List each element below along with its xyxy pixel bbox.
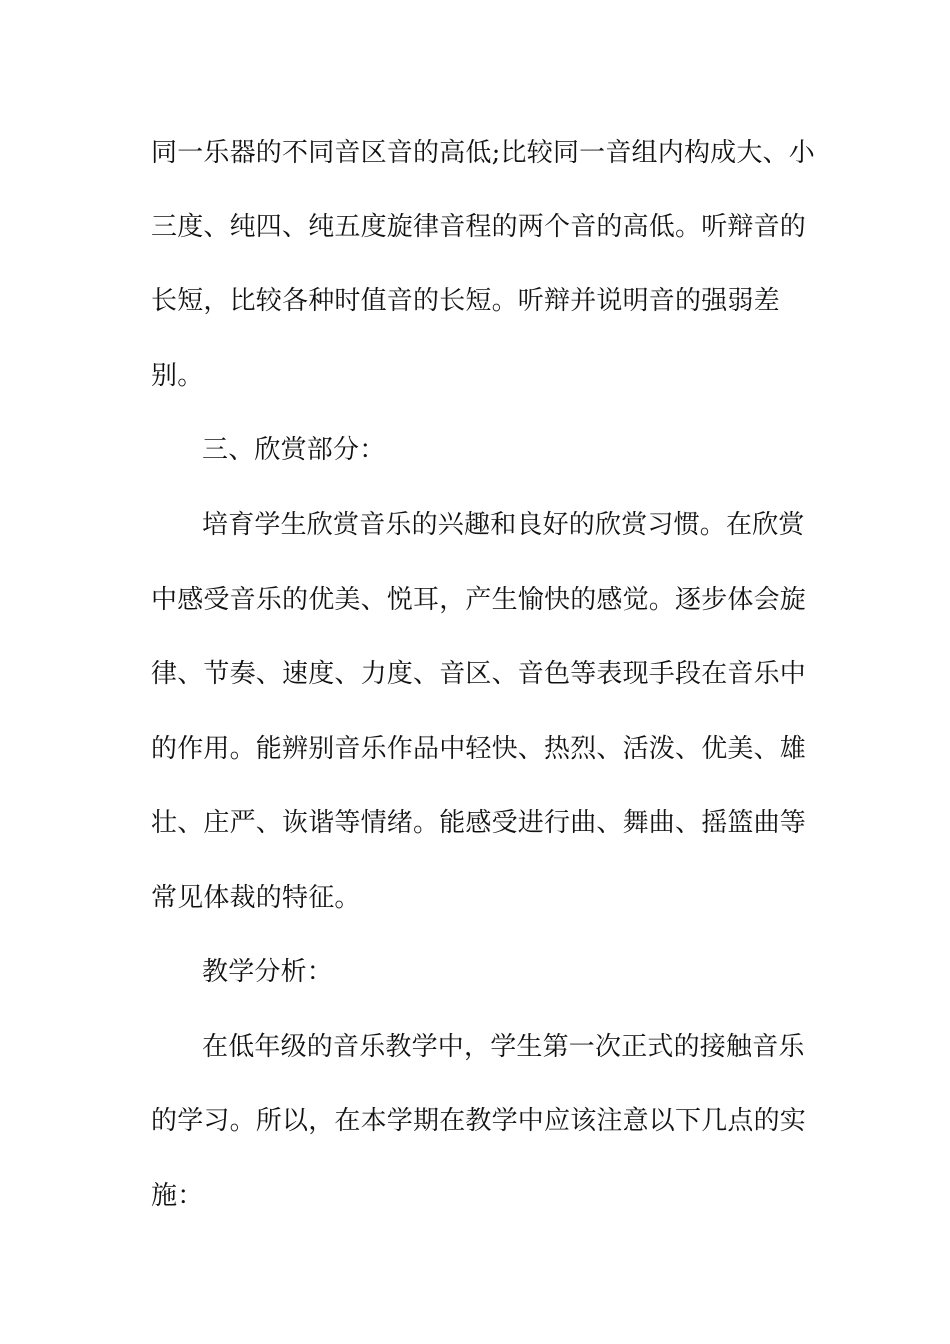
text-line: 中感受音乐的优美、悦耳，产生愉快的感觉。逐步体会旋	[151, 585, 807, 615]
text-line: 施：	[151, 1181, 204, 1211]
text-line: 的作用。能辨别音乐作品中轻快、热烈、活泼、优美、雄	[151, 734, 807, 764]
text-line: 壮、庄严、诙谐等情绪。能感受进行曲、舞曲、摇篮曲等	[151, 808, 807, 838]
text-line: 别。	[151, 361, 204, 391]
text-line: 长短，比较各种时值音的长短。听辩并说明音的强弱差	[151, 286, 780, 316]
text-line: 同一乐器的不同音区音的高低;比较同一音组内构成大、小	[151, 138, 815, 168]
text-line: 常见体裁的特征。	[151, 883, 361, 913]
section-heading: 三、欣赏部分：	[202, 435, 386, 465]
text-line: 的学习。所以，在本学期在教学中应该注意以下几点的实	[151, 1106, 807, 1136]
text-line: 在低年级的音乐教学中，学生第一次正式的接触音乐	[202, 1032, 805, 1062]
section-heading: 教学分析：	[202, 957, 334, 987]
text-line: 三度、纯四、纯五度旋律音程的两个音的高低。听辩音的	[151, 212, 807, 242]
text-line: 律、节奏、速度、力度、音区、音色等表现手段在音乐中	[151, 659, 807, 689]
text-line: 培育学生欣赏音乐的兴趣和良好的欣赏习惯。在欣赏	[202, 510, 805, 540]
